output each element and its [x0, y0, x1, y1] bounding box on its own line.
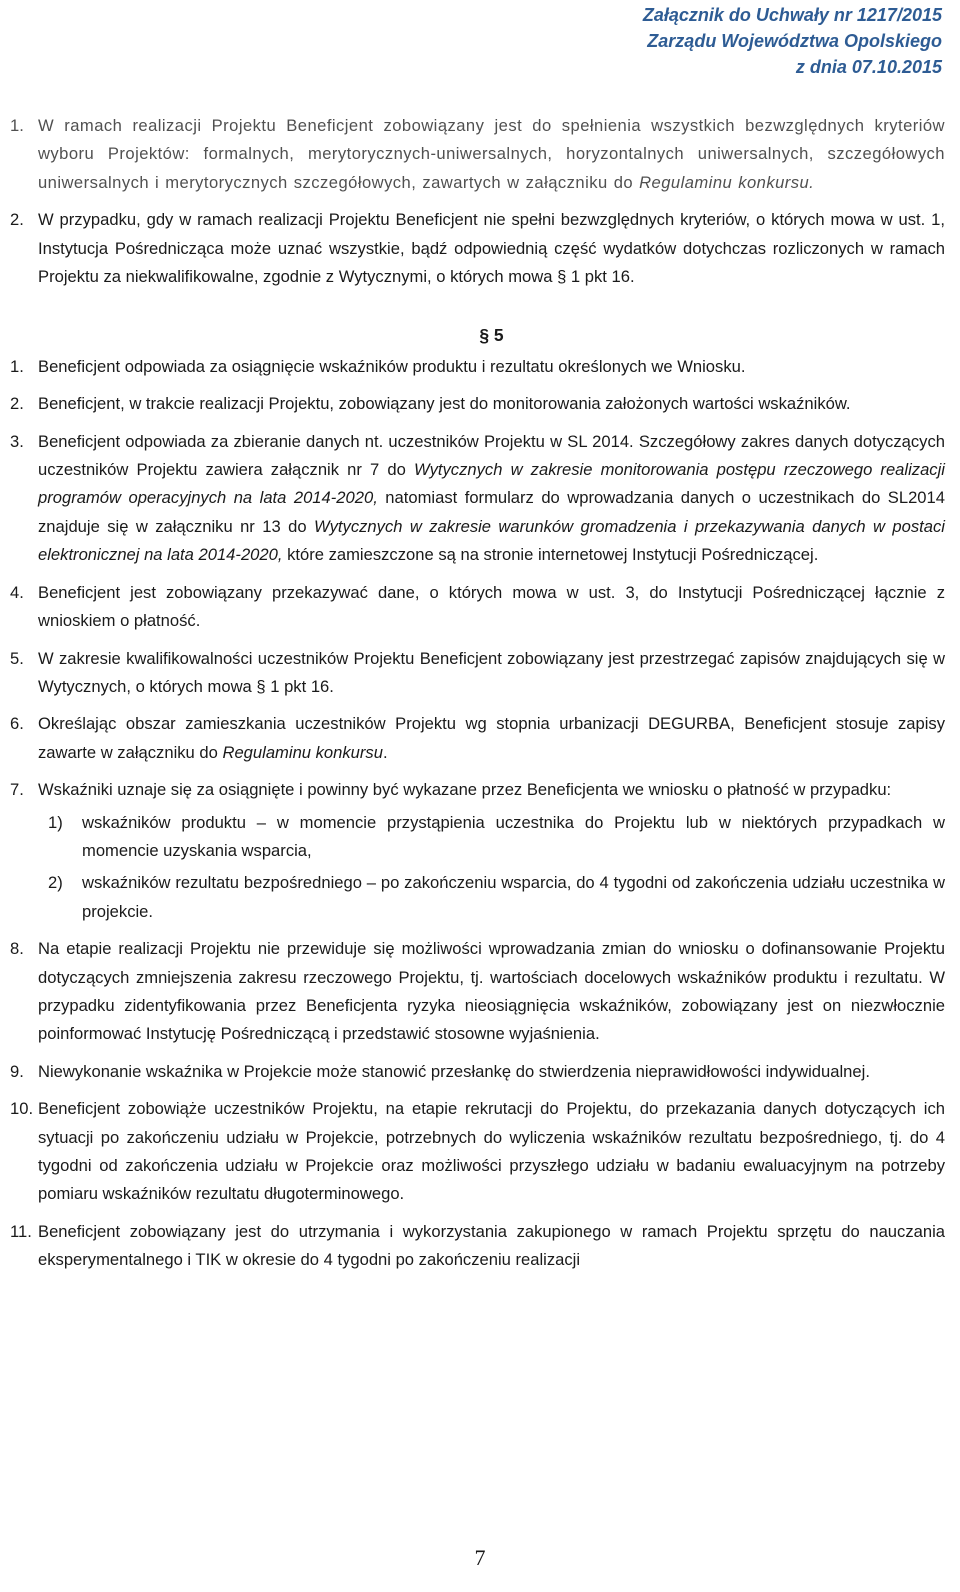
paragraph-item: [10, 1058, 945, 1086]
item-number: 4.: [10, 582, 24, 602]
item-text: Beneficjent odpowiada za zbieranie danych nt. uczestników Projektu w SL 2014. Szczegółowy zakres danych dotyczących uczestników Projektu zawiera załącznik nr 7 do Wytycznych w zakresie monitorowania postępu rzeczowego realizacji programów operacyjnych na lata 2014-2020, natomiast formularz do wprowadzania danych o uczestnikach do SL2014 znajduje się w załączniku nr 13 do Wytycznych w zakresie warunków gromadzenia i przekazywania danych w postaci elektronicznej na lata 2014-2020, które zamieszczone są na stronie internetowej Instytucji Pośredniczącej.: [38, 431, 945, 565]
item-text: Beneficjent, w trakcie realizacji Projektu, zobowiązany jest do monitorowania założonych wartości wskaźników.: [38, 394, 851, 414]
item-number: 11.: [10, 1221, 32, 1241]
item-number: 8.: [10, 939, 24, 959]
item-text: W zakresie kwalifikowalności uczestników Projektu Beneficjent zobowiązany jest przestrzegać zapisów znajdujących się w Wytycznych, o których mowa § 1 pkt 16.: [38, 648, 945, 696]
item-number: 5.: [10, 648, 24, 668]
paragraph-item: [10, 112, 945, 197]
document-header: [643, 2, 942, 80]
item-text: Określając obszar zamieszkania uczestników Projektu wg stopnia urbanizacji DEGURBA, Beneficjent stosuje zapisy zawarte w załączniku do Regulaminu konkursu.: [38, 714, 945, 762]
header-line-board: Zarządu Województwa Opolskiego: [647, 31, 942, 51]
item-text: Na etapie realizacji Projektu nie przewiduje się możliwości wprowadzania zmian do wniosku o dofinansowanie Projektu dotyczących zmniejszenia zakresu rzeczowego Projektu, tj. wartościach docelowych wskaźników produktu i rezultatu. W przypadku zidentyfikowania przez Beneficjenta ryzyka nieosiągnięcia wskaźników, zobowiązany jest on niezwłocznie poinformować Instytucję Pośredniczącą i przedstawić stosowne wyjaśnienia.: [38, 939, 945, 1044]
paragraph-item: [10, 353, 945, 381]
paragraph-item: [10, 206, 945, 291]
item-text: Niewykonanie wskaźnika w Projekcie może stanowić przesłankę do stwierdzenia nieprawidłowości indywidualnej.: [38, 1061, 870, 1081]
item-number: 6.: [10, 714, 24, 734]
paragraph-item: [10, 1095, 945, 1209]
header-line-date: z dnia 07.10.2015: [795, 57, 942, 77]
item-number: 10.: [10, 1099, 34, 1119]
item-text: Beneficjent jest zobowiązany przekazywać dane, o których mowa w ust. 3, do Instytucji Pośredniczącej łącznie z wnioskiem o płatność.: [38, 582, 945, 631]
item-number: 2.: [10, 394, 24, 414]
paragraph-item: [10, 579, 945, 636]
sub-item-number: 2): [48, 873, 63, 893]
paragraph-item: [10, 935, 945, 1049]
paragraph-item: [10, 428, 945, 570]
paragraph-item: [10, 390, 945, 418]
item-text: W przypadku, gdy w ramach realizacji Projektu Beneficjent nie spełni bezwzględnych kryteriów, o których mowa w ust. 1, Instytucja Pośrednicząca może uznać wszystkie, bądź odpowiednią część wydatków dotychczas rozliczonych w ramach Projektu za niekwalifikowalne, zgodnie z Wytycznymi, o których mowa § 1 pkt 16.: [38, 210, 945, 287]
paragraph-item: [10, 776, 945, 926]
document-body: [10, 112, 945, 1284]
sub-item: [38, 809, 945, 866]
section-heading: § 5: [479, 325, 504, 346]
header-line-resolution: Załącznik do Uchwały nr 1217/2015: [642, 5, 942, 25]
page-number: 7: [474, 1545, 486, 1570]
paragraph-item: [10, 1218, 945, 1275]
sub-item-number: 1): [48, 812, 63, 832]
sub-item: [38, 869, 945, 926]
item-text: Beneficjent odpowiada za osiągnięcie wskaźników produktu i rezultatu określonych we Wniosku.: [38, 356, 746, 376]
item-number: 2.: [10, 210, 24, 230]
item-number: 9.: [10, 1061, 24, 1081]
item-number: 7.: [10, 780, 24, 800]
item-text: Wskaźniki uznaje się za osiągnięte i powinny być wykazane przez Beneficjenta we wniosku o płatność w przypadku: 1) wskaźników produktu – w momencie przystąpienia uczestnika do Projektu lub w niektórych przypadkach w momencie uzyskania wsparcia, 2) wskaźników rezultatu bezpośredniego – po zakończeniu wsparcia, do 4 tygodni od zakończenia udziału uczestnika w projekcie.: [38, 776, 945, 926]
sub-item-text: wskaźników rezultatu bezpośredniego – po zakończeniu wsparcia, do 4 tygodni od zakończenia udziału uczestnika w projekcie.: [82, 873, 945, 921]
item-text: W ramach realizacji Projektu Beneficjent zobowiązany jest do spełnienia wszystkich bezwzględnych kryteriów wyboru Projektów: formalnych, merytorycznych-uniwersalnych, horyzontalnych uniwersalnych, szczegółowych uniwersalnych i merytorycznych szczegółowych, zawartych w załączniku do Regulaminu konkursu.: [38, 116, 945, 192]
paragraph-item: [10, 710, 945, 767]
item-number: 1.: [10, 356, 24, 376]
item-number: 3.: [10, 431, 24, 451]
paragraph-item: [10, 645, 945, 702]
item-number: 1.: [10, 116, 24, 135]
item-text: Beneficjent zobowiązany jest do utrzymania i wykorzystania zakupionego w ramach Projektu sprzętu do nauczania eksperymentalnego i TIK w okresie do 4 tygodni po zakończeniu realizacji: [38, 1221, 945, 1270]
item-text: Beneficjent zobowiąże uczestników Projektu, na etapie rekrutacji do Projektu, do przekazania danych dotyczących ich sytuacji po zakończeniu udziału w Projekcie, potrzebnych do wyliczenia wskaźników rezultatu bezpośredniego, tj. do 4 tygodni od zakończenia udziału w Projekcie oraz możliwości przyszłego udziału w badaniu ewaluacyjnym na potrzeby pomiaru wskaźników rezultatu długoterminowego.: [38, 1099, 945, 1204]
sub-item-text: wskaźników produktu – w momencie przystąpienia uczestnika do Projektu lub w niektórych przypadkach w momencie uzyskania wsparcia,: [82, 812, 945, 860]
